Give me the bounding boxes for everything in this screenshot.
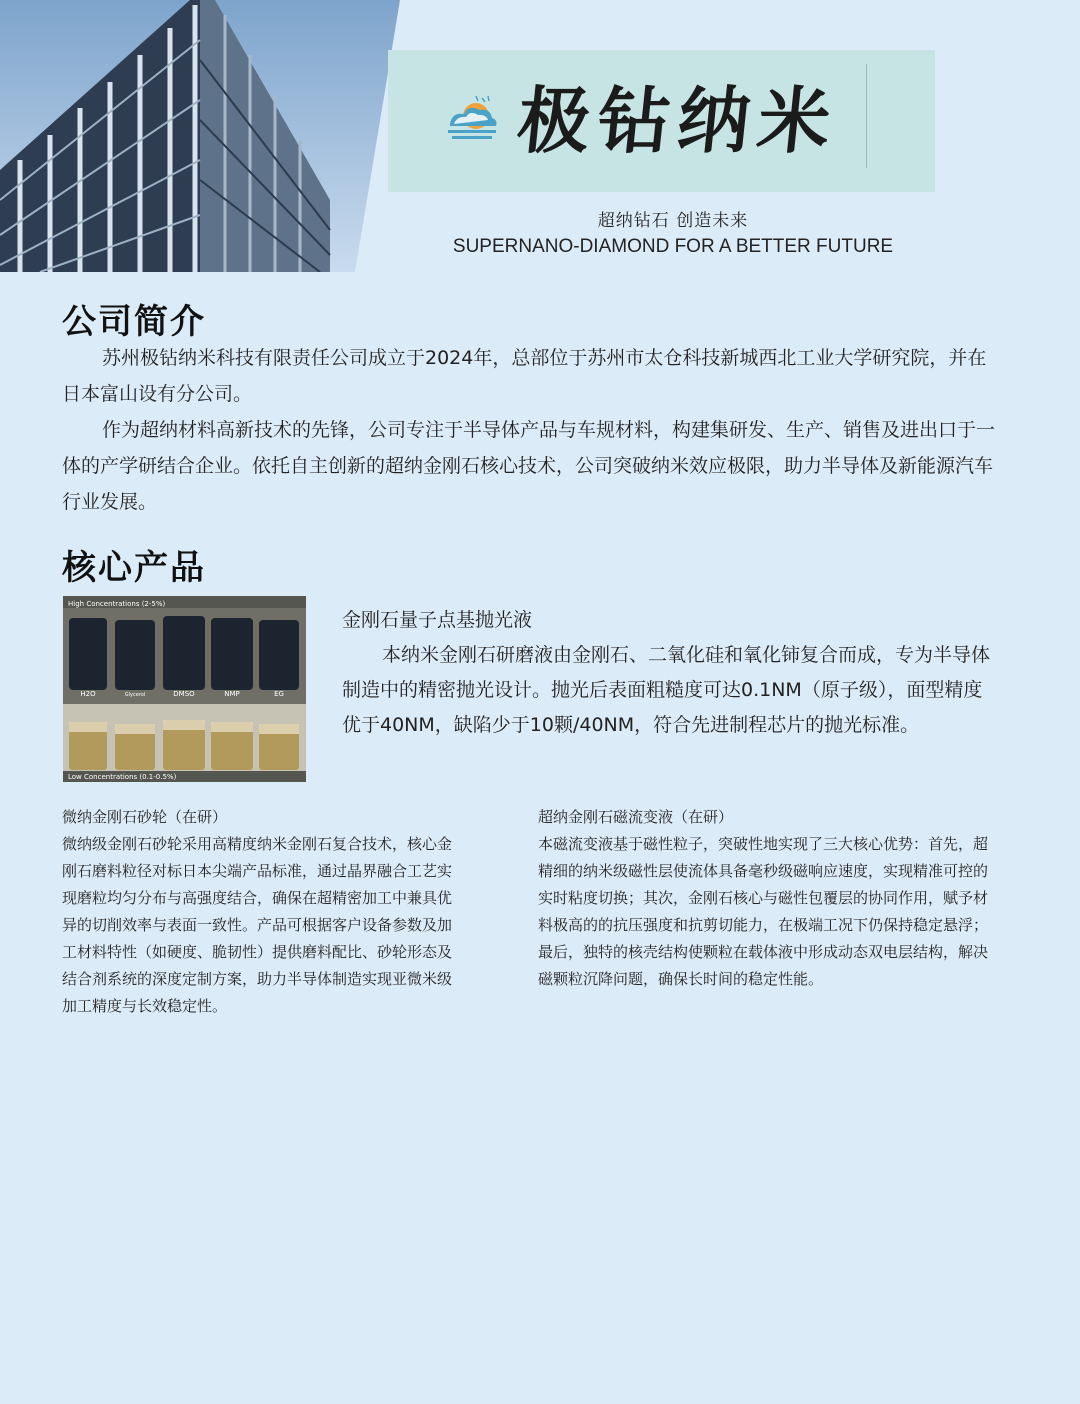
logo-divider: [866, 64, 867, 168]
product-mr-fluid-title: 超纳金刚石磁流变液（在研）: [538, 808, 734, 826]
product-polishing-description: 本纳米金刚石研磨液由金刚石、二氧化硅和氧化铈复合而成，专为半导体制造中的精密抛光设计。抛光后表面粗糙度可达0.1NM（原子级），面型精度优于40NM，缺陷少于10颗/40NM，符合先进制程芯片的抛光标准。: [342, 644, 991, 736]
product-mr-fluid-description: 本磁流变液基于磁性粒子，突破性地实现了三大核心优势：首先，超精细的纳米级磁性层使流体具备毫秒级磁响应速度，实现精准可控的实时粘度切换；其次，金刚石核心与磁性包覆层的协同作用，赋予材料极高的的抗压强度和抗剪切能力，在极端工况下仍保持稳定悬浮；最后，独特的核壳结构使颗粒在载体液中形成动态双电层结构，解决磁颗粒沉降问题，确保长时间的稳定性能。: [538, 835, 989, 988]
photo-label-eg: EG: [274, 690, 284, 698]
intro-paragraph-2: 作为超纳材料高新技术的先锋，公司专注于半导体产品与车规材料，构建集研发、生产、销售及进出口于一体的产学研结合企业。依托自主创新的超纳金刚石核心技术，公司突破纳米效应极限，助力半导体及新能源汽车行业发展。: [62, 419, 996, 513]
product-polishing-title: 金刚石量子点基抛光液: [342, 609, 533, 631]
intro-paragraph-1: 苏州极钻纳米科技有限责任公司成立于2024年，总部位于苏州市太仓科技新城西北工业大学研究院，并在日本富山设有分公司。: [62, 347, 987, 405]
products-heading: 核心产品: [62, 548, 206, 588]
photo-label-h2o: H2O: [80, 690, 96, 698]
photo-label-glycerol: Glycerol: [124, 692, 146, 698]
product-grinding-wheel-description: 微纳级金刚石砂轮采用高精度纳米金刚石复合技术，核心金刚石磨料粒径对标日本尖端产品标准，通过晶界融合工艺实现磨粒均匀分布与高强度结合，确保在超精密加工中兼具优异的切削效率与表面一致性。产品可根据客户设备参数及加工材料特性（如硬度、脆韧性）提供磨料配比、砂轮形态及结合剂系统的深度定制方案，助力半导体制造实现亚微米级加工精度与长效稳定性。: [62, 835, 453, 1015]
intro-heading: 公司简介: [62, 302, 206, 342]
brand-name: 极钻纳米: [513, 78, 843, 163]
photo-label-dmso: DMSO: [173, 690, 195, 698]
logo-panel: [388, 50, 935, 192]
photo-label-nmp: NMP: [224, 690, 240, 698]
photo-bottom-label: Low Concentrations (0.1-0.5%): [68, 773, 177, 781]
product-grinding-wheel-title: 微纳金刚石砂轮（在研）: [62, 808, 228, 826]
tagline-english: SUPERNANO-DIAMOND FOR A BETTER FUTURE: [452, 236, 894, 257]
tagline-chinese: 超纳钻石 创造未来: [597, 211, 749, 231]
building-illustration: [0, 0, 400, 272]
sun-cloud-logo-icon: [442, 90, 502, 150]
photo-top-label: High Concentrations (2-5%): [68, 600, 166, 608]
product-sample-photo: [63, 596, 306, 782]
building-photo: [0, 0, 400, 272]
sample-vials-image: [63, 596, 306, 782]
